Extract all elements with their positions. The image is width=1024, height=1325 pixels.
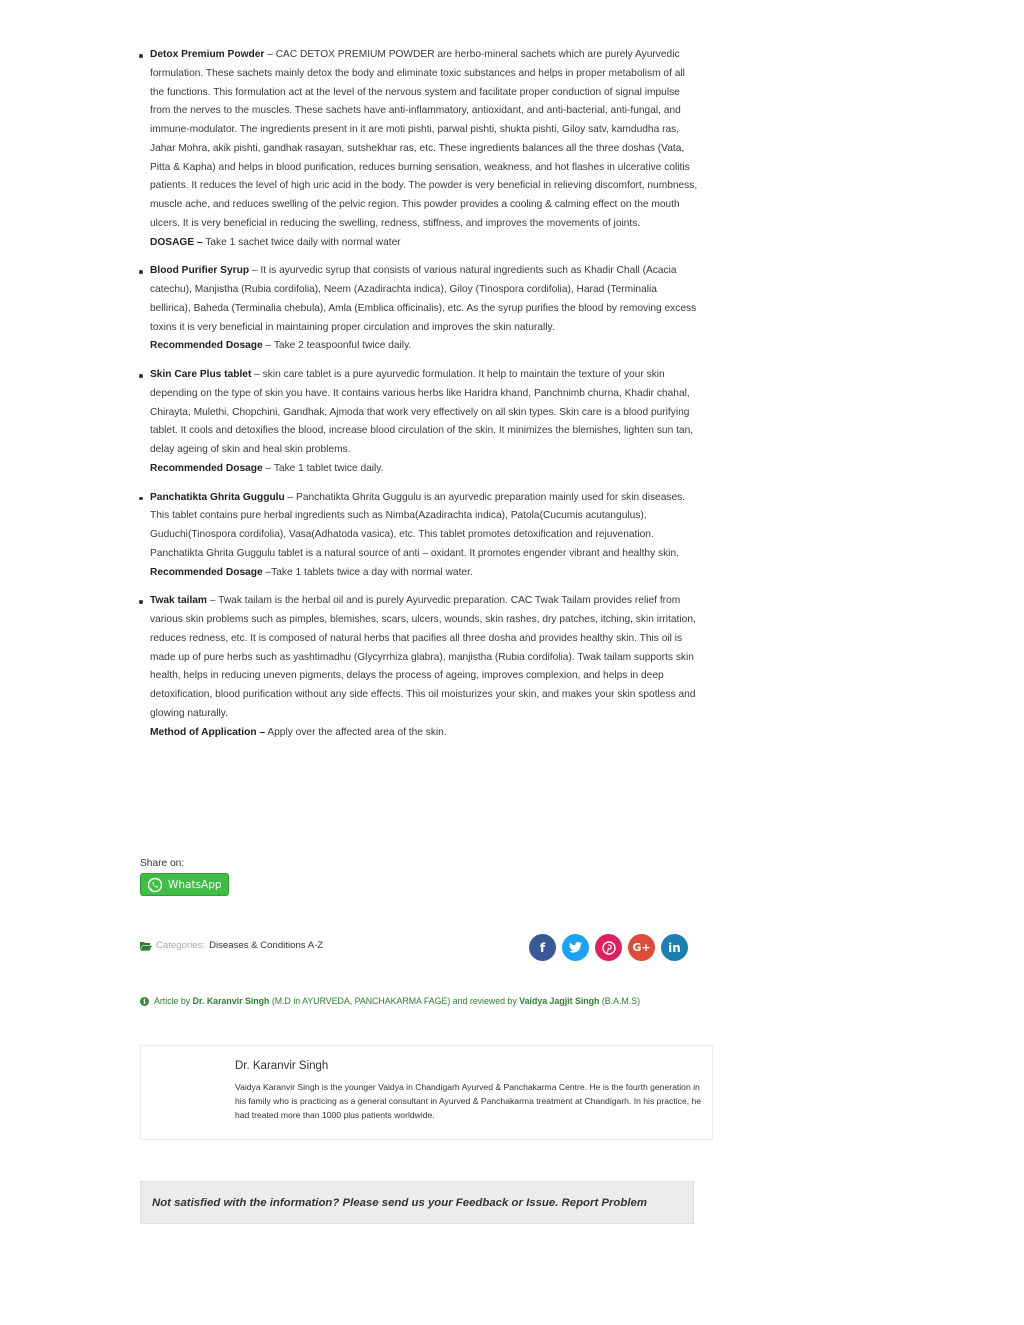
whatsapp-icon <box>147 877 163 893</box>
separator: – <box>249 265 261 277</box>
author-box <box>140 1045 713 1140</box>
product-description: Panchatikta Ghrita Guggulu is an ayurvedic preparation mainly used for skin diseases. This tablet contains pure herbal ingredients such as Nimba(Azadirachta indica), Patola(Cucumis acutangulus), Guduchi(Tinospora cordifolia), Vasa(Adhatoda vasica), etc. This tablet promotes detoxification and rejuvenation. Panchatikta Ghrita Guggulu tablet is a natural source of anti – oxidant. It promotes engender vibrant and healthy skin. <box>150 491 686 559</box>
product-list <box>140 46 700 742</box>
list-item <box>140 46 700 252</box>
linkedin-icon[interactable]: in <box>661 934 688 961</box>
dosage-label: DOSAGE – <box>150 236 203 248</box>
dosage-label: Method of Application – <box>150 726 266 738</box>
product-paragraph <box>150 262 700 337</box>
article-byline <box>140 996 640 1006</box>
separator: – <box>264 49 276 60</box>
dosage-text: – Take 1 tablet twice daily. <box>262 462 384 474</box>
dosage-line <box>150 724 700 743</box>
product-paragraph <box>150 489 700 564</box>
list-item <box>140 262 700 356</box>
dosage-text: – Take 2 teaspoonful twice daily. <box>262 340 412 352</box>
feedback-banner <box>140 1181 694 1224</box>
report-problem-link[interactable]: Report Problem <box>561 1196 647 1209</box>
separator: – <box>251 369 263 380</box>
feedback-text: Not satisfied with the information? Please send us your Feedback or Issue. <box>152 1196 559 1209</box>
byline-text <box>154 996 640 1006</box>
dosage-label: Recommended Dosage <box>150 462 263 474</box>
category-link[interactable]: Diseases & Conditions A-Z <box>209 940 324 951</box>
article-content <box>140 46 700 752</box>
google-plus-icon[interactable]: G+ <box>628 934 655 961</box>
product-description: CAC DETOX PREMIUM POWDER are herbo-mineral sachets which are purely Ayurvedic formulation. These sachets mainly detox the body and eliminate toxic substances and helps in proper metabolism of all the functions. This formulation act at the level of the nervous system and facilitate proper conduction of signal impulse from the nerves to the muscles. These sachets have anti-inflammatory, antioxidant, and anti-bacterial, anti-fungal, and immune-modulator. The ingredients present in it are moti pishti, parwal pishti, shukta pishti, Giloy satv, kamdudha ras, Jahar Mohra, akik pishti, gandhak rasayan, sutshekhar ras, etc. These ingredients balances all the three doshas (Vata, Pitta & Kapha) and helps in blood purification, reduces burning sensation, weakness, and hot flashes in ulcerative colitis patients. It reduces the level of high uric acid in the body. The powder is very beneficial in relieving discomfort, numbness, muscle ache, and reduces swelling of the pelvic region. This powder provides a cooling & calming effect on the mouth ulcers. It is very beneficial in reducing the swelling, redness, stiffness, and improves the movements of joints. <box>150 49 698 229</box>
product-paragraph <box>150 592 700 723</box>
product-description: Twak tailam is the herbal oil and is purely Ayurvedic preparation. CAC Twak Tailam provides relief from various skin problems such as pimples, blemishes, scars, ulcers, wounds, skin rashes, dry patches, itching, skin irritation, reduces redness, etc. It is composed of natural herbs that pacifies all three dosha and provides healthy skin. This oil is made up of pure herbs such as yashtimadhu (Glycyrrhiza glabra), manjistha (Rubia cordifolia). Twak tailam supports skin health, helps in reducing uneven pigments, delays the process of ageing, improves complexion, and helps in deep detoxification, blood purification without any side effects. This oil moisturizes your skin, and makes your skin spotless and glowing naturally. <box>150 595 696 719</box>
share-label: Share on: <box>140 858 185 869</box>
categories-label: Categories: <box>156 940 206 951</box>
product-paragraph <box>150 366 700 460</box>
dosage-line <box>150 460 700 479</box>
author-bio: Vaidya Karanvir Singh is the younger Vaidya in Chandigarh Ayurved & Panchakarma Centre. He is the fourth generation in his family who is practicing as a general consultant in Ayurved & Panchakarma treatment at Chandigarh. In his practice, he had treated more than 1000 plus patients worldwide. <box>235 1082 702 1120</box>
product-description: skin care tablet is a pure ayurvedic formulation. It help to maintain the texture of your skin depending on the type of skin you have. It contains various herbs like Haridra khand, Panchnimb churna, Khadir chahal, Chirayta, Mulethi, Chopchini, Gandhak, Ajmoda that work very effectively on all skin types. Skin care is a blood purifying tablet. It cools and detoxifies the blood, increase blood circulation of the skin. It minimizes the blemishes, lighten sun tan, delay ageing of skin and heal skin problems. <box>150 369 694 455</box>
whatsapp-label: WhatsApp <box>168 878 222 891</box>
facebook-icon[interactable]: f <box>529 934 556 961</box>
dosage-label: Recommended Dosage <box>150 566 263 578</box>
list-item <box>140 489 700 583</box>
separator: – <box>284 491 297 503</box>
product-description: It is ayurvedic syrup that consists of various natural ingredients such as Khadir Chall (Acacia catechu), Manjistha (Rubia cordifolia), Neem (Azadirachta indica), Giloy (Tinospora cordifolia), Harad (Terminalia bellirica), Baheda (Terminalia chebula), Amla (Emblica officinalis), etc. As the syrup purifies the blood by removing excess toxins it is very beneficial in maintaining proper circulation and improves the skin naturally. <box>150 265 697 333</box>
share-section <box>140 858 229 898</box>
reviewer-link[interactable]: Vaidya Jagjit Singh <box>519 996 600 1006</box>
dosage-text: Apply over the affected area of the skin. <box>265 726 447 738</box>
dosage-text: Take 1 sachet twice daily with normal water <box>202 236 401 248</box>
dosage-text: –Take 1 tablets twice a day with normal water. <box>262 566 473 578</box>
folder-open-icon <box>140 941 152 951</box>
product-name: Panchatikta Ghrita Guggulu <box>150 491 285 503</box>
info-icon: i <box>140 997 149 1006</box>
pinterest-p-icon <box>602 941 616 955</box>
product-name: Skin Care Plus tablet <box>150 369 252 380</box>
list-item <box>140 366 700 479</box>
separator: – <box>207 595 219 607</box>
reviewer-credentials: (B.A.M.S) <box>601 996 640 1006</box>
dosage-line <box>150 564 700 583</box>
categories-line <box>140 940 323 951</box>
author-credentials: (M.D in AYURVEDA, PANCHAKARMA FAGE) and reviewed by <box>271 996 517 1006</box>
product-name: Detox Premium Powder <box>150 49 265 60</box>
author-link[interactable]: Dr. Karanvir Singh <box>192 996 270 1006</box>
dosage-line <box>150 234 700 253</box>
whatsapp-share-button[interactable] <box>140 873 229 896</box>
product-paragraph <box>150 46 700 234</box>
author-name: Dr. Karanvir Singh <box>235 1060 329 1072</box>
list-item <box>140 592 700 742</box>
product-name: Twak tailam <box>150 595 207 607</box>
pinterest-icon[interactable] <box>595 934 622 961</box>
twitter-bird-icon <box>569 942 582 953</box>
dosage-label: Recommended Dosage <box>150 340 263 352</box>
dosage-line <box>150 337 700 356</box>
product-name: Blood Purifier Syrup <box>150 265 250 277</box>
twitter-icon[interactable] <box>562 934 589 961</box>
byline-prefix: Article by <box>154 996 191 1006</box>
social-share-icons <box>529 934 688 961</box>
